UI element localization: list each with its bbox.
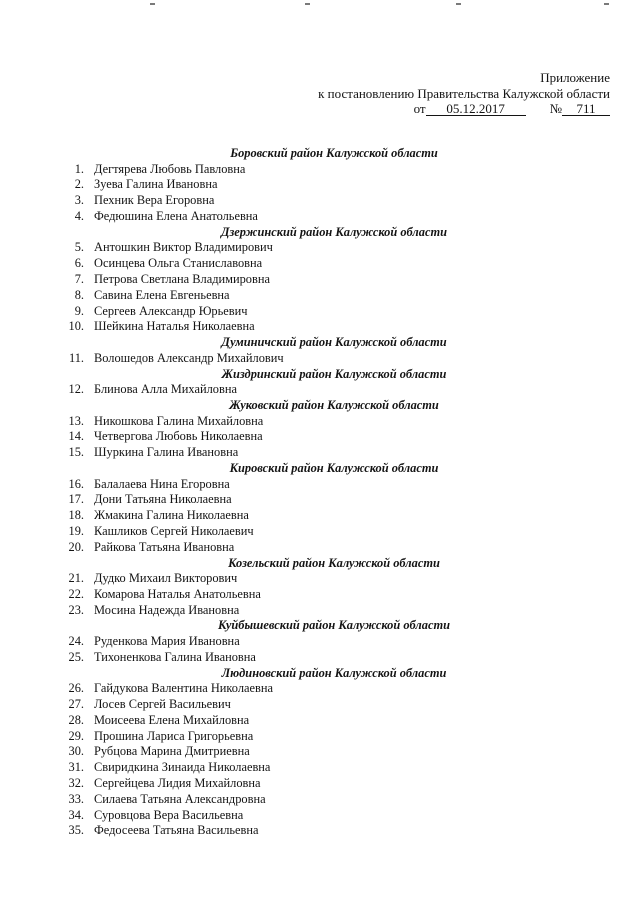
scan-mark bbox=[305, 3, 310, 5]
person-name: Волошедов Александр Михайлович bbox=[94, 350, 284, 365]
person-name: Балалаева Нина Егоровна bbox=[94, 476, 230, 491]
person-name: Петрова Светлана Владимировна bbox=[94, 271, 270, 286]
appendix-title: Приложение bbox=[540, 70, 610, 85]
person-name: Четвергова Любовь Николаевна bbox=[94, 429, 263, 444]
list-item bbox=[0, 744, 640, 760]
district-heading: Думиничский район Калужской области bbox=[221, 335, 447, 350]
scan-mark bbox=[604, 3, 609, 5]
person-name: Пехник Вера Егоровна bbox=[94, 193, 215, 208]
person-name: Райкова Татьяна Ивановна bbox=[94, 539, 235, 554]
list-item bbox=[0, 177, 640, 193]
item-number: 32. bbox=[68, 776, 84, 791]
item-number: 3. bbox=[74, 193, 84, 208]
person-name: Руденкова Мария Ивановна bbox=[94, 634, 240, 649]
person-name: Кашликов Сергей Николаевич bbox=[94, 523, 254, 538]
list-item bbox=[0, 681, 640, 697]
item-number: 23. bbox=[68, 602, 84, 617]
person-name: Осинцева Ольга Станиславовна bbox=[94, 256, 263, 271]
item-number: 28. bbox=[68, 712, 84, 727]
person-name: Федосеева Татьяна Васильевна bbox=[94, 823, 259, 838]
item-number: 1. bbox=[74, 161, 84, 176]
district-heading: Козельский район Калужской области bbox=[228, 555, 440, 570]
list-item bbox=[0, 319, 640, 335]
item-number: 8. bbox=[74, 287, 84, 302]
appendix-reference: к постановлению Правительства Калужской области bbox=[318, 85, 610, 101]
district-heading: Дзержинский район Калужской области bbox=[221, 224, 447, 239]
person-name: Блинова Алла Михайловна bbox=[94, 382, 237, 397]
item-number: 15. bbox=[68, 445, 84, 460]
item-number: 35. bbox=[68, 823, 84, 838]
list-item bbox=[0, 524, 640, 540]
list-item bbox=[0, 351, 640, 367]
list-item bbox=[0, 634, 640, 650]
person-name: Федюшина Елена Анатольевна bbox=[94, 208, 258, 223]
item-number: 29. bbox=[68, 728, 84, 743]
list-item bbox=[0, 288, 640, 304]
person-name: Дегтярева Любовь Павловна bbox=[94, 161, 246, 176]
list-item bbox=[0, 429, 640, 445]
document-number: 711 bbox=[562, 102, 610, 116]
item-number: 7. bbox=[74, 271, 84, 286]
list-item bbox=[0, 587, 640, 603]
list-item bbox=[0, 272, 640, 288]
list-item bbox=[0, 193, 640, 209]
item-number: 17. bbox=[68, 492, 84, 507]
item-number: 22. bbox=[68, 586, 84, 601]
item-number: 4. bbox=[74, 208, 84, 223]
list-item bbox=[0, 445, 640, 461]
list-item bbox=[0, 776, 640, 792]
district-heading: Жиздринский район Калужской области bbox=[221, 366, 447, 381]
person-name: Сергеев Александр Юрьевич bbox=[94, 303, 248, 318]
item-number: 14. bbox=[68, 429, 84, 444]
item-number: 26. bbox=[68, 681, 84, 696]
list-item bbox=[0, 808, 640, 824]
person-name: Суровцова Вера Васильевна bbox=[94, 807, 244, 822]
district-heading: Жуковский район Калужской области bbox=[229, 397, 439, 412]
list-item bbox=[0, 603, 640, 619]
item-number: 30. bbox=[68, 744, 84, 759]
item-number: 10. bbox=[68, 319, 84, 334]
item-number: 12. bbox=[68, 382, 84, 397]
item-number: 21. bbox=[68, 571, 84, 586]
person-name: Дони Татьяна Николаевна bbox=[94, 492, 232, 507]
person-name: Лосев Сергей Васильевич bbox=[94, 697, 231, 712]
scan-mark bbox=[150, 3, 155, 5]
person-name: Комарова Наталья Анатольевна bbox=[94, 586, 261, 601]
district-heading: Людиновский район Калужской области bbox=[221, 665, 447, 680]
list-item bbox=[0, 729, 640, 745]
item-number: 9. bbox=[74, 303, 84, 318]
person-name: Моисеева Елена Михайловна bbox=[94, 712, 250, 727]
list-item bbox=[0, 571, 640, 587]
person-name: Гайдукова Валентина Николаевна bbox=[94, 681, 273, 696]
person-name: Тихоненкова Галина Ивановна bbox=[94, 649, 256, 664]
document-date: 05.12.2017 bbox=[426, 102, 526, 116]
list-item bbox=[0, 792, 640, 808]
person-name: Савина Елена Евгеньевна bbox=[94, 287, 230, 302]
scan-mark bbox=[456, 3, 461, 5]
list-item bbox=[0, 508, 640, 524]
appendix-header bbox=[318, 70, 610, 117]
item-number: 5. bbox=[74, 240, 84, 255]
item-number: 6. bbox=[74, 256, 84, 271]
district-heading: Боровский район Калужской области bbox=[230, 146, 438, 160]
ot-label: от bbox=[413, 101, 426, 116]
person-name: Рубцова Марина Дмитриевна bbox=[94, 744, 250, 759]
list-item bbox=[0, 209, 640, 225]
item-number: 11. bbox=[68, 350, 84, 365]
item-number: 31. bbox=[68, 760, 84, 775]
list-item bbox=[0, 162, 640, 178]
item-number: 25. bbox=[68, 649, 84, 664]
item-number: 2. bbox=[74, 177, 84, 192]
person-name: Шуркина Галина Ивановна bbox=[94, 445, 239, 460]
scan-marks bbox=[0, 0, 640, 12]
person-name: Прошина Лариса Григорьевна bbox=[94, 728, 254, 743]
list-item bbox=[0, 713, 640, 729]
list-item bbox=[0, 492, 640, 508]
item-number: 20. bbox=[68, 539, 84, 554]
district-heading: Куйбышевский район Калужской области bbox=[218, 618, 450, 633]
list-item bbox=[0, 304, 640, 320]
list-item bbox=[0, 240, 640, 256]
list-item bbox=[0, 650, 640, 666]
list-item bbox=[0, 540, 640, 556]
person-name: Силаева Татьяна Александровна bbox=[94, 791, 266, 806]
list-item bbox=[0, 697, 640, 713]
person-name: Дудко Михаил Викторович bbox=[94, 571, 238, 586]
person-name: Никошкова Галина Михайловна bbox=[94, 413, 264, 428]
item-number: 13. bbox=[68, 413, 84, 428]
person-name: Зуева Галина Ивановна bbox=[94, 177, 218, 192]
list-item bbox=[0, 477, 640, 493]
list-item bbox=[0, 414, 640, 430]
item-number: 16. bbox=[68, 476, 84, 491]
item-number: 19. bbox=[68, 523, 84, 538]
list-item bbox=[0, 760, 640, 776]
item-number: 34. bbox=[68, 807, 84, 822]
item-number: 27. bbox=[68, 697, 84, 712]
person-name: Шейкина Наталья Николаевна bbox=[94, 319, 255, 334]
appendix-date-number bbox=[318, 101, 610, 117]
person-name: Сергейцева Лидия Михайловна bbox=[94, 776, 261, 791]
list-item bbox=[0, 823, 640, 839]
person-name: Антошкин Виктор Владимирович bbox=[94, 240, 273, 255]
item-number: 18. bbox=[68, 508, 84, 523]
number-label: № bbox=[549, 101, 562, 116]
person-name: Мосина Надежда Ивановна bbox=[94, 602, 240, 617]
person-name: Свиридкина Зинаида Николаевна bbox=[94, 760, 271, 775]
people-list bbox=[0, 146, 640, 839]
person-name: Жмакина Галина Николаевна bbox=[94, 508, 249, 523]
list-item bbox=[0, 382, 640, 398]
list-item bbox=[0, 256, 640, 272]
item-number: 24. bbox=[68, 634, 84, 649]
item-number: 33. bbox=[68, 791, 84, 806]
district-heading: Кировский район Калужской области bbox=[229, 460, 439, 475]
